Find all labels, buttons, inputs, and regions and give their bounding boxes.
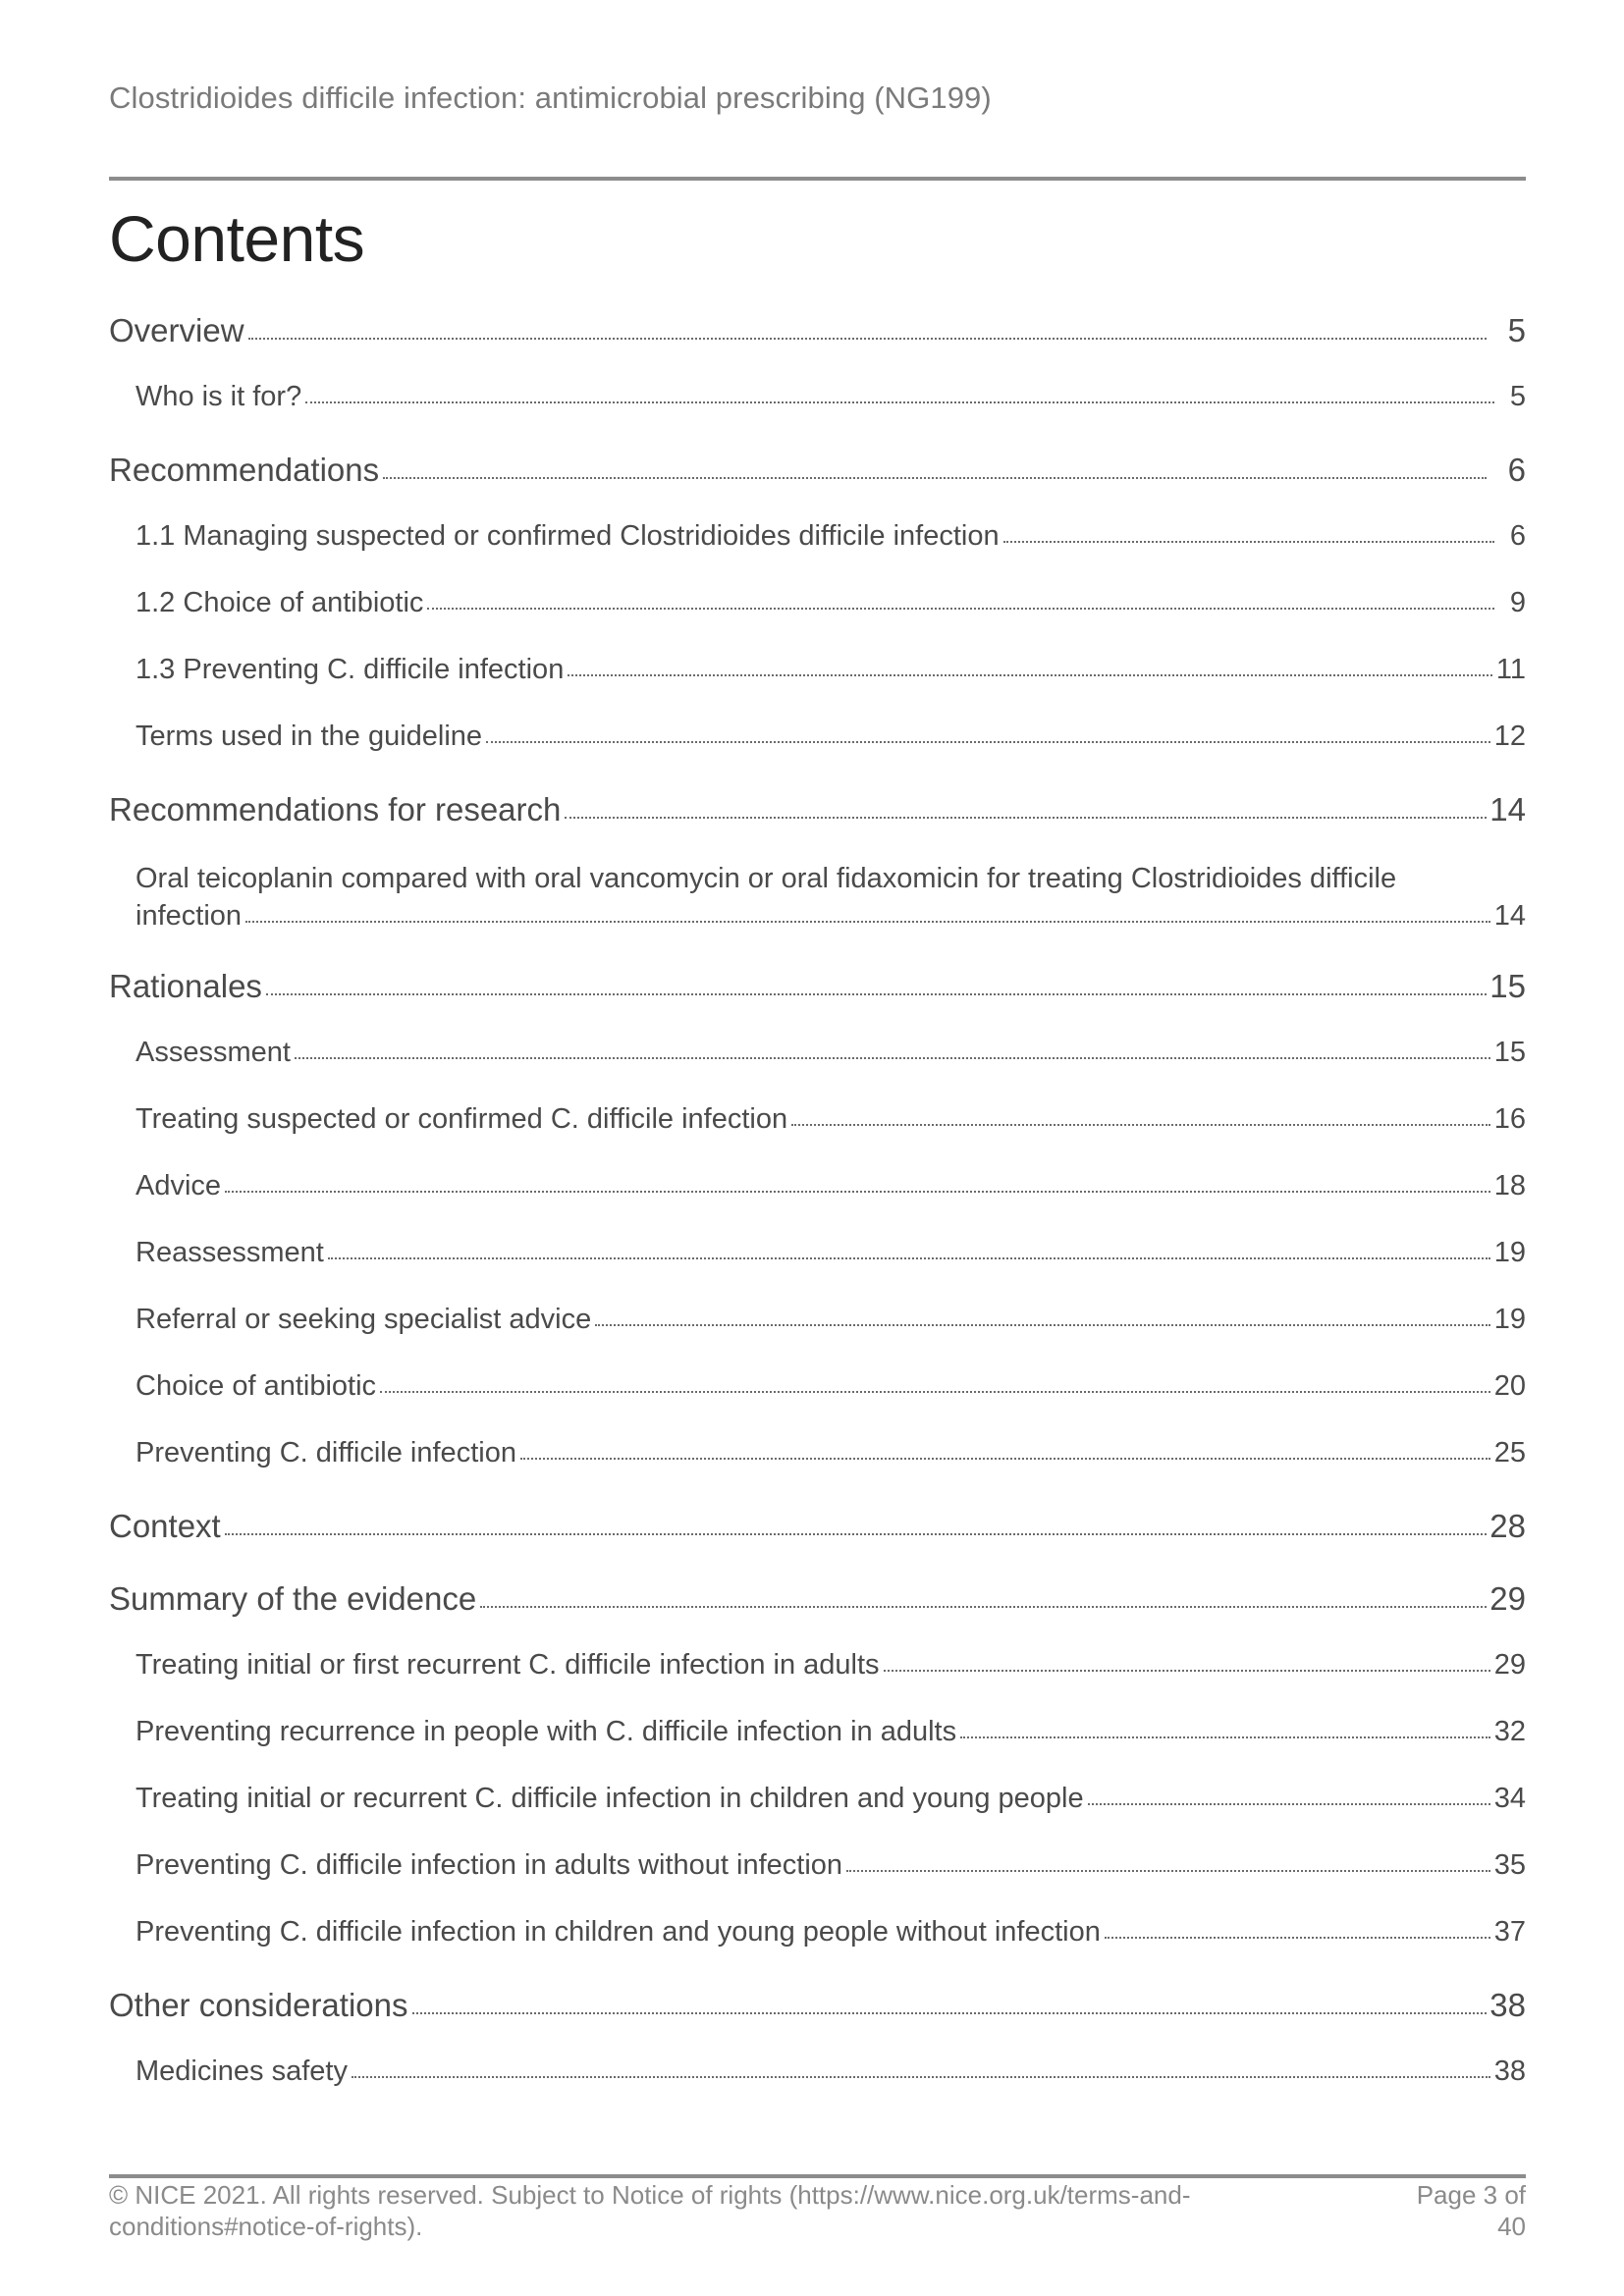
toc-dot-leader — [225, 1188, 1490, 1193]
toc-page-number: 5 — [1509, 381, 1526, 412]
toc-page-number: 19 — [1493, 1237, 1526, 1268]
toc-dot-leader — [305, 399, 1494, 403]
toc-entry-label: Preventing C. difficile infection in children and young people without infection — [135, 1916, 1101, 1948]
toc-dot-leader — [1003, 538, 1494, 543]
toc-page-number: 5 — [1507, 312, 1526, 348]
toc-entry[interactable] — [135, 1716, 1526, 1748]
toc-entry[interactable] — [109, 1987, 1526, 2024]
toc-entry-label: Preventing recurrence in people with C. difficile infection in adults — [135, 1716, 957, 1747]
toc-entry-label: Choice of antibiotic — [135, 1370, 377, 1402]
toc-entry-label: Overview — [109, 312, 244, 348]
footer-page-number — [1388, 2179, 1526, 2242]
toc-page-number: 38 — [1489, 1987, 1526, 2023]
toc-dot-leader — [295, 1054, 1490, 1059]
toc-page-number: 15 — [1489, 968, 1526, 1004]
footer-page-line: 40 — [1497, 2212, 1526, 2241]
toc-dot-leader — [480, 1603, 1487, 1608]
toc-entry-label: Referral or seeking specialist advice — [135, 1304, 592, 1335]
toc-page-number: 14 — [1493, 900, 1526, 932]
toc-entry[interactable] — [135, 1170, 1526, 1202]
toc-dot-leader — [225, 1530, 1487, 1535]
toc-page-number: 32 — [1493, 1716, 1526, 1747]
toc-entry[interactable] — [135, 1437, 1526, 1469]
toc-page-number: 14 — [1489, 791, 1526, 828]
running-header: Clostridioides difficile infection: antimicrobial prescribing (NG199) — [109, 80, 992, 115]
toc-entry[interactable] — [135, 587, 1526, 619]
toc-page-number: 12 — [1493, 721, 1526, 752]
contents-title: Contents — [109, 202, 365, 275]
toc-dot-leader — [846, 1867, 1490, 1872]
toc-entry[interactable] — [109, 312, 1526, 349]
toc-entry-label: infection — [135, 900, 243, 932]
toc-dot-leader — [328, 1255, 1490, 1259]
toc-dot-leader — [568, 671, 1492, 676]
toc-page-number: 28 — [1489, 1508, 1526, 1544]
toc-dot-leader — [791, 1121, 1490, 1126]
toc-entry[interactable] — [135, 860, 1526, 934]
toc-page-number: 16 — [1493, 1103, 1526, 1135]
header-divider — [109, 177, 1526, 181]
toc-entry-label: Context — [109, 1508, 221, 1544]
toc-page-number: 19 — [1493, 1304, 1526, 1335]
toc-entry[interactable] — [135, 520, 1526, 553]
footer-divider — [109, 2174, 1526, 2178]
toc-entry[interactable] — [109, 452, 1526, 489]
toc-dot-leader — [486, 738, 1490, 743]
toc-entry[interactable] — [135, 1037, 1526, 1069]
toc-dot-leader — [248, 335, 1487, 340]
toc-dot-leader — [427, 605, 1494, 610]
toc-page-number: 37 — [1493, 1916, 1526, 1948]
toc-dot-leader — [960, 1734, 1490, 1738]
toc-page-number: 15 — [1493, 1037, 1526, 1068]
toc-dot-leader — [595, 1321, 1490, 1326]
toc-page-number: 25 — [1493, 1437, 1526, 1468]
toc-page-number: 6 — [1509, 520, 1526, 552]
toc-dot-leader — [352, 2073, 1490, 2078]
toc-entry-label: Advice — [135, 1170, 222, 1201]
toc-dot-leader — [520, 1455, 1490, 1460]
toc-entry-label: Oral teicoplanin compared with oral vancomycin or oral fidaxomicin for treating Clostridioides difficile — [135, 863, 1397, 894]
toc-entry-label: Preventing C. difficile infection in adults without infection — [135, 1849, 843, 1881]
toc-entry-label: Who is it for? — [135, 381, 302, 412]
footer-copyright-line: © NICE 2021. All rights reserved. Subject to Notice of rights (https://www.nice.org.uk/terms-and- — [109, 2180, 1191, 2210]
toc-entry-label: Rationales — [109, 968, 262, 1004]
toc-dot-leader — [565, 814, 1487, 819]
toc-entry[interactable] — [135, 654, 1526, 686]
toc-entry[interactable] — [135, 381, 1526, 413]
toc-entry[interactable] — [109, 968, 1526, 1005]
toc-entry[interactable] — [135, 721, 1526, 753]
toc-entry-label: Recommendations — [109, 452, 380, 488]
toc-page-number: 38 — [1493, 2056, 1526, 2087]
footer-page-line: Page 3 of — [1416, 2180, 1526, 2210]
toc-dot-leader — [1088, 1800, 1490, 1805]
toc-entry-label: Treating initial or recurrent C. difficile infection in children and young people — [135, 1783, 1084, 1814]
toc-dot-leader — [380, 1388, 1490, 1393]
toc-page-number: 34 — [1493, 1783, 1526, 1814]
toc-entry[interactable] — [109, 1580, 1526, 1618]
toc-page-number: 11 — [1495, 654, 1526, 685]
toc-page-number: 6 — [1507, 452, 1526, 488]
toc-dot-leader — [266, 990, 1487, 995]
toc-entry[interactable] — [135, 1849, 1526, 1882]
toc-entry-label: Assessment — [135, 1037, 291, 1068]
toc-entry-label: Medicines safety — [135, 2056, 348, 2087]
toc-dot-leader — [383, 474, 1487, 479]
toc-entry-label: 1.2 Choice of antibiotic — [135, 587, 424, 618]
toc-entry-label: 1.3 Preventing C. difficile infection — [135, 654, 565, 685]
toc-entry-label: Reassessment — [135, 1237, 324, 1268]
footer-copyright — [109, 2179, 1287, 2242]
toc-page-number: 9 — [1509, 587, 1526, 618]
toc-entry[interactable] — [135, 1370, 1526, 1403]
toc-entry[interactable] — [135, 1916, 1526, 1949]
document-page — [109, 0, 1526, 2296]
toc-page-number: 18 — [1493, 1170, 1526, 1201]
footer-copyright-line: conditions#notice-of-rights). — [109, 2212, 423, 2241]
toc-entry-label: 1.1 Managing suspected or confirmed Clostridioides difficile infection — [135, 520, 1000, 552]
toc-page-number: 20 — [1493, 1370, 1526, 1402]
toc-entry[interactable] — [109, 791, 1526, 828]
toc-entry-label: Recommendations for research — [109, 791, 562, 828]
toc-entry[interactable] — [109, 1508, 1526, 1545]
toc-dot-leader — [245, 918, 1490, 923]
toc-page-number: 29 — [1489, 1580, 1526, 1617]
toc-entry[interactable] — [135, 2056, 1526, 2088]
toc-entry-label: Other considerations — [109, 1987, 408, 2023]
toc-entry[interactable] — [135, 1237, 1526, 1269]
toc-page-number: 35 — [1493, 1849, 1526, 1881]
toc-entry-label: Summary of the evidence — [109, 1580, 477, 1617]
toc-dot-leader — [412, 2009, 1488, 2014]
toc-entry-label: Treating suspected or confirmed C. difficile infection — [135, 1103, 788, 1135]
toc-dot-leader — [1105, 1934, 1490, 1939]
toc-dot-leader — [884, 1667, 1490, 1672]
toc-entry-label: Treating initial or first recurrent C. difficile infection in adults — [135, 1649, 880, 1681]
toc-entry-label: Preventing C. difficile infection — [135, 1437, 516, 1468]
toc-page-number: 29 — [1493, 1649, 1526, 1681]
toc-entry[interactable] — [135, 1649, 1526, 1682]
toc-entry[interactable] — [135, 1783, 1526, 1815]
toc-entry-label: Terms used in the guideline — [135, 721, 483, 752]
toc-entry[interactable] — [135, 1103, 1526, 1136]
toc-entry[interactable] — [135, 1304, 1526, 1336]
